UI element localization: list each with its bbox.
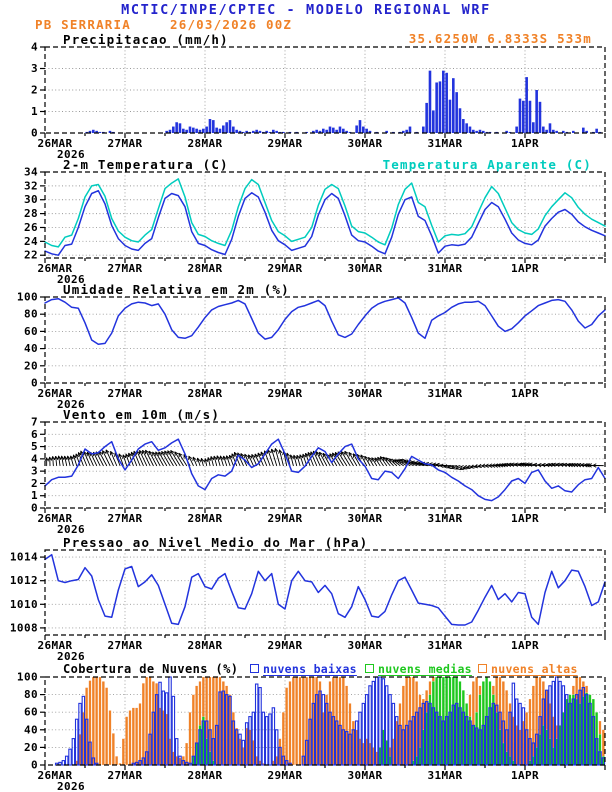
- x-tick-label: 31MAR: [427, 769, 463, 782]
- x-tick-label: 31MAR: [427, 262, 463, 275]
- x-tick-label: 1APR: [510, 387, 540, 400]
- x-tick-label: 29MAR: [267, 137, 303, 150]
- x-tick-label: 26MAR: [37, 387, 73, 400]
- y-tick-label: 30: [23, 193, 38, 207]
- y-tick-label: 60: [23, 705, 38, 719]
- y-tick-label: 2: [30, 83, 38, 97]
- station-label: PB SERRARIA: [35, 17, 131, 32]
- y-tick-label: 6: [30, 427, 38, 441]
- x-tick-label: 29MAR: [267, 639, 303, 652]
- x-tick-label: 27MAR: [107, 262, 143, 275]
- panel-vento-10m: [31, 416, 605, 537]
- x-tick-label: 30MAR: [347, 262, 383, 275]
- y-tick-label: 1012: [9, 574, 38, 588]
- y-tick-label: 3: [30, 464, 38, 478]
- x-tick-label: 29MAR: [267, 387, 303, 400]
- x-axis-year-label: 2026: [56, 398, 86, 411]
- y-tick-label: 5: [30, 440, 38, 454]
- x-tick-label: 1APR: [510, 262, 540, 275]
- x-tick-label: 30MAR: [347, 639, 383, 652]
- y-tick-label: 0: [30, 376, 38, 390]
- legend-apparent-temperature: Temperatura Aparente (C): [382, 157, 592, 172]
- x-tick-label: 26MAR: [37, 769, 73, 782]
- x-tick-label: 1APR: [510, 137, 540, 150]
- y-tick-label: 1008: [9, 621, 38, 635]
- y-tick-label: 1: [30, 489, 38, 503]
- legend-mid-clouds-label: nuvens medias: [378, 662, 472, 676]
- panel-title-pressure: Pressao ao Nivel Medio do Mar (hPa): [63, 535, 369, 550]
- y-tick-label: 80: [23, 688, 38, 702]
- x-tick-label: 1APR: [510, 639, 540, 652]
- y-tick-label: 20: [23, 740, 38, 754]
- x-tick-label: 1APR: [510, 769, 540, 782]
- y-tick-label: 1014: [9, 550, 38, 564]
- x-tick-label: 29MAR: [267, 262, 303, 275]
- x-tick-label: 29MAR: [267, 769, 303, 782]
- y-tick-label: 34: [23, 165, 38, 179]
- y-tick-label: 22: [23, 248, 38, 262]
- y-tick-label: 60: [23, 324, 38, 338]
- panel-umidade-relativa: [17, 291, 605, 412]
- x-tick-label: 27MAR: [107, 512, 143, 525]
- panel-temperatura-2m: [24, 166, 605, 287]
- x-tick-label: 29MAR: [267, 512, 303, 525]
- x-tick-label: 28MAR: [187, 639, 223, 652]
- x-tick-label: 27MAR: [107, 137, 143, 150]
- y-tick-label: 26: [23, 220, 38, 234]
- x-tick-label: 30MAR: [347, 512, 383, 525]
- panel-title-clouds: Cobertura de Nuvens (%): [63, 662, 239, 676]
- header-model-title: MCTIC/INPE/CPTEC - MODELO REGIONAL WRF: [121, 2, 491, 18]
- y-tick-label: 40: [23, 723, 38, 737]
- x-tick-label: 28MAR: [187, 137, 223, 150]
- y-tick-label: 80: [23, 307, 38, 321]
- x-tick-label: 27MAR: [107, 769, 143, 782]
- x-tick-label: 30MAR: [347, 387, 383, 400]
- x-tick-label: 28MAR: [187, 512, 223, 525]
- x-tick-label: 26MAR: [37, 137, 73, 150]
- panel-title-humidity: Umidade Relativa em 2m (%): [63, 282, 290, 297]
- panel-cobertura-nuvens: [17, 671, 605, 792]
- x-axis-year-label: 2026: [56, 780, 86, 792]
- x-tick-label: 28MAR: [187, 769, 223, 782]
- x-tick-label: 26MAR: [37, 639, 73, 652]
- y-tick-label: 7: [30, 415, 38, 429]
- x-axis-year-label: 2026: [56, 273, 86, 286]
- x-tick-label: 28MAR: [187, 387, 223, 400]
- panel-title-wind: Vento em 10m (m/s): [63, 407, 221, 422]
- y-tick-label: 0: [30, 126, 38, 140]
- y-tick-label: 1: [30, 105, 38, 118]
- legend-low-clouds-label: nuvens baixas: [263, 662, 357, 676]
- x-axis-year-label: 2026: [56, 650, 86, 663]
- y-tick-label: 40: [23, 342, 38, 356]
- y-tick-label: 32: [23, 179, 38, 193]
- panel-pressao-nivel-mar: [10, 550, 605, 663]
- y-tick-label: 2: [30, 476, 38, 490]
- x-tick-label: 31MAR: [427, 512, 463, 525]
- y-tick-label: 4: [30, 452, 38, 466]
- location-label: 35.6250W 6.8333S 533m: [408, 31, 592, 46]
- x-tick-label: 1APR: [510, 512, 540, 525]
- x-tick-label: 26MAR: [37, 262, 73, 275]
- x-tick-label: 31MAR: [427, 387, 463, 400]
- x-tick-label: 26MAR: [37, 512, 73, 525]
- x-axis-year-label: 2026: [56, 148, 86, 161]
- run-datetime-label: 26/03/2026 00Z: [170, 17, 293, 32]
- y-tick-label: 3: [30, 62, 38, 75]
- panel-title-temperature: 2-m Temperatura (C): [63, 157, 229, 172]
- x-tick-label: 30MAR: [347, 769, 383, 782]
- x-tick-label: 31MAR: [427, 137, 463, 150]
- legend-high-clouds-label: nuvens altas: [491, 662, 578, 676]
- x-tick-label: 28MAR: [187, 262, 223, 275]
- panel-precipitacao: [31, 41, 605, 162]
- y-tick-label: 1010: [9, 597, 38, 611]
- x-tick-label: 27MAR: [107, 639, 143, 652]
- y-tick-label: 100: [16, 670, 38, 684]
- y-tick-label: 0: [30, 501, 38, 515]
- x-axis-year-label: 2026: [56, 523, 86, 536]
- y-tick-label: 4: [30, 40, 38, 54]
- y-tick-label: 100: [16, 290, 38, 304]
- x-tick-label: 30MAR: [347, 137, 383, 150]
- y-tick-label: 20: [23, 359, 38, 373]
- y-tick-label: 24: [23, 234, 38, 248]
- y-tick-label: 28: [23, 207, 38, 221]
- panel-title-precipitation: Precipitacao (mm/h): [63, 32, 229, 47]
- x-tick-label: 27MAR: [107, 387, 143, 400]
- x-tick-label: 31MAR: [427, 639, 463, 652]
- y-tick-label: 0: [30, 758, 38, 772]
